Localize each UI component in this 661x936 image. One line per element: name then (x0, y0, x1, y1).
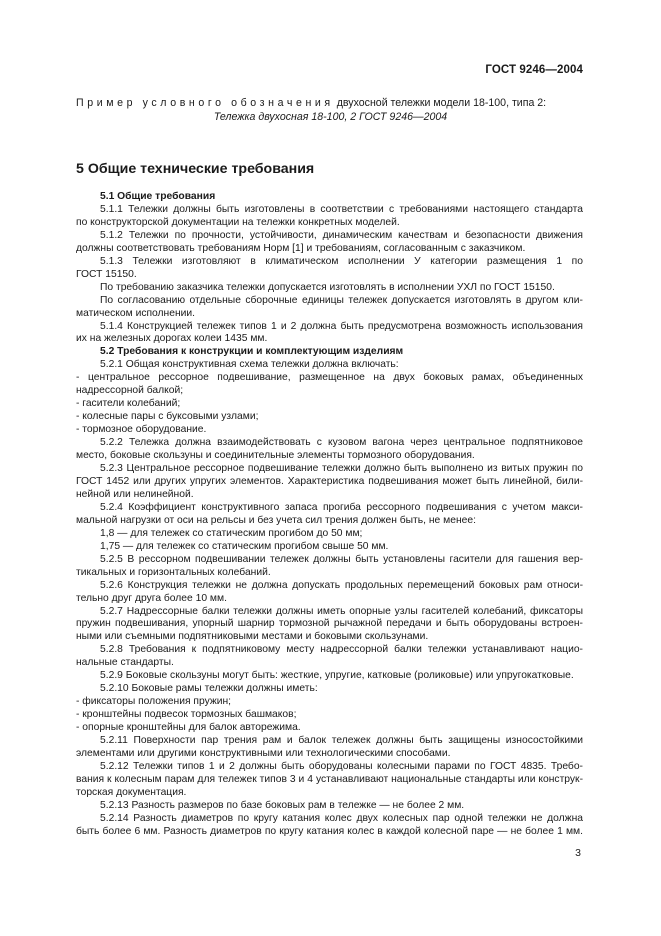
text-line: 5.1.1 Тележки должны быть изготовлены в соответствии с требованиями настоящего стандарта (100, 203, 583, 215)
text-line: - центральное рессорное подвешивание, размещенное на двух боковых рамах, объединенных (76, 372, 583, 384)
text-line: нейной или нелинейной. (76, 488, 194, 500)
text-line: 5.2.9 Боковые скользуны могут быть: жесткие, упругие, катковые (роликовые) или упругокатковые. (100, 670, 574, 682)
text-line: 5.2.2 Тележка должна взаимодействовать с кузовом вагона через центральное подпятниковое (100, 437, 583, 449)
text-line: элементами или другими конструктивными или технологическими способами. (76, 747, 451, 759)
text-line: мальной нагрузки от оси на рельсы и без учета сил трения должен быть, не менее: (76, 514, 476, 526)
text-line: по конструкторской документации на тележки конкретных моделей. (76, 216, 400, 228)
text-line: тельно друг друга более 10 мм. (76, 592, 227, 604)
text-line: По согласованию отдельные сборочные единицы тележек допускается изготовлять в другом кли- (100, 294, 583, 306)
text-line: 5.2.7 Надрессорные балки тележки должны иметь опорные узлы гасителей колебаний, фиксаторы (100, 605, 583, 617)
text-line: матическом исполнении. (76, 307, 196, 319)
page-number: 3 (575, 847, 581, 859)
text-line: нальные стандарты. (76, 657, 174, 669)
text-line: 5.1 Общие требования (100, 191, 216, 202)
text-line: 5.2.8 Требования к подпятниковому месту надрессорной балки тележки устанавливают нацио- (100, 644, 583, 656)
text-line: 5.2.5 В рессорном подвешивании тележек должны быть установлены гасители для гашения вер- (100, 553, 583, 565)
text-line: 5.1.2 Тележки по прочности, устойчивости, динамическим качествам и безопасности движения (100, 229, 583, 241)
text-line: место, боковые скользуны и соединительные элементы тормозного оборудования. (76, 450, 475, 462)
text-line: 5.2.1 Общая конструктивная схема тележки должна включать: (100, 359, 399, 371)
example-text: двухосной тележки модели 18-100, типа 2: (336, 97, 547, 109)
text-line: торская документация. (76, 786, 187, 798)
text-line: быть более 6 мм. Разность диаметров по кругу катания колес в каждой колесной паре — не более 1 мм. (76, 825, 583, 837)
text-line: ГОСТ 15150. (76, 268, 137, 280)
text-line: вания к колесным парам для тележек типов 3 и 4 устанавливают национальные стандарты или конструк- (76, 773, 583, 785)
text-line: 1,75 — для тележек со статическим прогибом свыше 50 мм. (100, 540, 389, 552)
text-line: 5.2.3 Центральное рессорное подвешивание тележки должно быть выполнено из витых пружин по (100, 463, 583, 475)
text-line: - кронштейны подвесок тормозных башмаков; (76, 709, 297, 721)
text-line: их на железных дорогах колеи 1435 мм. (76, 333, 268, 345)
text-line: - тормозное оборудование. (76, 424, 207, 436)
text-line: 5.1.3 Тележки изготовляют в климатическом исполнении У категории размещения 1 по (100, 255, 583, 267)
text-line: - фиксаторы положения пружин; (76, 696, 232, 708)
text-line: пружин подвешивания, упорный шарнир тормозной рычажной передачи и быть оборудованы встроен- (76, 618, 583, 630)
standard-header: ГОСТ 9246—2004 (485, 64, 583, 76)
example-label: Пример условного обозначения (76, 97, 334, 109)
text-line: 5.2.10 Боковые рамы тележки должны иметь: (100, 683, 318, 695)
example-designation: Тележка двухосная 18-100, 2 ГОСТ 9246—2004 (213, 111, 448, 123)
text-line: 5.2.12 Тележки типов 1 и 2 должны быть оборудованы колесными парами по ГОСТ 4835. Требо- (100, 760, 583, 772)
text-line: должны соответствовать требованиям Норм [1] и требованиям, согласованным с заказчиком. (76, 242, 526, 254)
text-line: 5.2.13 Разность размеров по базе боковых рам в тележке — не более 2 мм. (100, 799, 465, 811)
section-title: 5 Общие технические требования (76, 161, 315, 177)
text-line: ГОСТ 1452 или других упругих элементов. Характеристика подвешивания может быть линейной, били- (76, 475, 583, 487)
text-line: 5.1.4 Конструкцией тележек типов 1 и 2 должна быть предусмотрена возможность использования (100, 320, 583, 332)
text-line: 5.2.14 Разность диаметров по кругу катания колес двух колесных пар одной тележки не должна (100, 812, 583, 824)
text-line: тикальных и горизонтальных колебаний. (76, 566, 271, 578)
text-line: 5.2.11 Поверхности пар трения рам и балок тележек должны быть защищены износостойкими (100, 735, 583, 747)
text-line: надрессорной балкой; (76, 385, 184, 397)
text-line: По требованию заказчика тележки допускается изготовлять в исполнении УХЛ по ГОСТ 15150. (100, 281, 555, 293)
text-line: ными или съемными подпятниковыми местами и боковыми скользунами. (76, 631, 429, 643)
text-line: 5.2.6 Конструкция тележки не должна допускать продольных перемещений боковых рам относи- (100, 579, 583, 591)
text-line: 5.2 Требования к конструкции и комплектующим изделиям (100, 346, 404, 358)
text-line: 5.2.4 Коэффициент конструктивного запаса прогиба рессорного подвешивания с учетом макси- (100, 501, 583, 513)
text-line: - колесные пары с буксовыми узлами; (76, 411, 259, 423)
text-line: 1,8 — для тележек со статическим прогибом до 50 мм; (100, 527, 363, 539)
section-body (76, 191, 583, 839)
designation-example (76, 97, 596, 109)
text-line: - опорные кронштейны для балок авторежима. (76, 722, 301, 734)
text-line: - гасители колебаний; (76, 398, 181, 410)
